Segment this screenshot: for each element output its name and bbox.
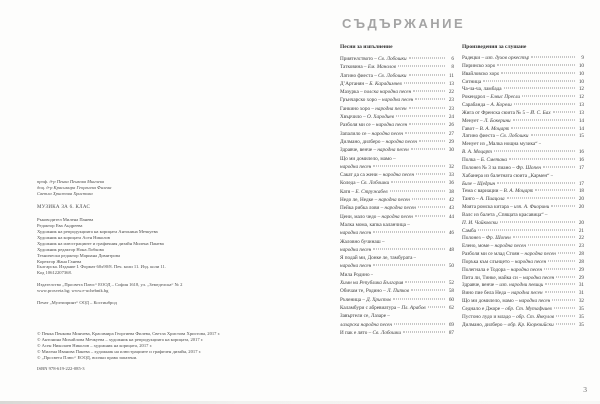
dotted-leader: [504, 88, 575, 89]
toc-page-ref: 33: [448, 172, 454, 179]
toc-page-ref: 28: [578, 258, 584, 265]
toc-page-ref: 12: [578, 94, 584, 101]
toc-entry-title: Пита ли, Тинке, майка си – народна песен: [462, 274, 555, 281]
toc-page-ref: 18: [578, 188, 584, 195]
toc-entry-title: Здравче, венче – народна песен: [340, 147, 409, 154]
dotted-leader: [531, 57, 575, 58]
dotted-leader: [543, 166, 575, 167]
toc-entry-title: Сарабанда – А. Корели: [462, 102, 512, 109]
dotted-leader: [556, 315, 575, 316]
toc-page-ref: 10: [578, 70, 584, 77]
dotted-leader: [556, 323, 575, 324]
imprint-line: Издателство „Просвета Плюс“ ЕООД – София 1618, ул. „Земеделска“ № 2: [37, 282, 183, 287]
authors-block: [37, 179, 317, 197]
toc-entry-line: [462, 86, 584, 94]
toc-page-ref: 20: [578, 204, 584, 211]
toc-entry-title: Поръка към слънцето – народна песен: [462, 258, 547, 265]
toc-entry-title: Коледа – Св. Лобошки: [340, 180, 390, 187]
imprint-line: доц. д-р Красимира Георгиева Филева: [37, 184, 112, 190]
dotted-leader: [398, 66, 445, 67]
toc-page-ref: 32: [578, 298, 584, 305]
imprint-line: © „Просвета Плюс“ ЕООД, всички права запазени.: [37, 355, 138, 361]
toc-entry-title: Дилмано, дилберо – народна песен: [340, 138, 417, 145]
toc-entry-line: [340, 196, 454, 204]
toc-entry-title: Обичам те, Родино – Л. Пипков: [340, 288, 410, 295]
toc-entry-title: Татковина – Ем. Манолов: [340, 64, 396, 71]
imprint-line: Коректор Жана Ганева: [37, 259, 82, 264]
imprint-line: Художник на илюстрациите и графичния дизайн Милена Панева: [37, 241, 164, 246]
toc-page-ref: 23: [578, 243, 584, 250]
copyright-block: [37, 331, 317, 361]
toc-page-ref: 69: [448, 321, 454, 328]
toc-entry-title: Полонез – Фр. Шопен: [462, 235, 511, 242]
toc-page-ref: 29: [578, 266, 584, 273]
dotted-leader: [415, 215, 445, 216]
dotted-leader: [507, 198, 575, 199]
toc-page-ref: 35: [578, 321, 584, 328]
toc-page-ref: 31: [578, 282, 584, 289]
toc-entry-line: [340, 163, 454, 171]
toc-entry-line: [340, 188, 454, 196]
toc-entry-line: [462, 220, 584, 228]
toc-entry-line: [340, 296, 454, 304]
toc-entry-line: [462, 126, 584, 134]
toc-page-ref: 13: [578, 102, 584, 109]
toc-page-ref: 10: [578, 78, 584, 85]
toc-entry-title: Седнало е Джоре – обр. Ст. Мутафчиев: [462, 306, 552, 312]
toc-entry-line: [340, 55, 454, 63]
toc-entry-title: Ръченица – Д. Христов: [340, 296, 392, 303]
toc-entry-line: [462, 314, 584, 322]
toc-entry-title: Тема с вариации – В. А. Моцарт: [462, 188, 534, 195]
edition-block: [37, 264, 317, 276]
dotted-leader: [373, 265, 445, 266]
toc-entry-title: Латино фиеста – Св. Лобошки: [462, 133, 529, 140]
dotted-leader: [500, 221, 575, 222]
toc-entry-title: Бизе – Щедрин: [462, 180, 496, 187]
toc-entry-line: [462, 173, 584, 181]
toc-page-ref: 46: [448, 230, 454, 237]
toc-entry-line: [462, 94, 584, 102]
toc-entry-line: [340, 304, 454, 312]
toc-page-ref: 29: [448, 138, 454, 145]
dotted-leader: [405, 282, 445, 283]
dotted-leader: [501, 72, 575, 73]
toc-entry-line: [340, 179, 454, 187]
toc-entry-title: Малка мома, капка каланчица –: [340, 221, 410, 228]
imprint-line: Технически редактор Мариана Димитрова: [37, 253, 121, 258]
toc-entry-title: Менует из „Малка нощна музика“ –: [462, 141, 542, 148]
dotted-leader: [405, 132, 445, 133]
toc-entry-line: [462, 282, 584, 290]
toc-entry-line: [462, 165, 584, 173]
toc-page-ref: 16: [578, 149, 584, 156]
toc-page-ref: 31: [578, 290, 584, 297]
imprint-line: Художник на репродукцията на корицата Антонина Мечкуева: [37, 229, 158, 234]
toc-page-ref: 36: [448, 180, 454, 187]
toc-page-ref: 60: [448, 296, 454, 303]
toc-column-listening: [462, 43, 584, 330]
dotted-leader: [409, 124, 445, 125]
toc-entry-line: [340, 229, 454, 237]
isbn-line: ISBN 978-619-222-085-3: [37, 366, 85, 371]
toc-section-header-listening: Произведения за слушане: [462, 44, 527, 50]
toc-entry-title: Ча-ча-ча, ламбада: [462, 86, 502, 93]
toc-entry-line: [462, 204, 584, 212]
toc-entry-title: Елено, моме – народна песен: [462, 243, 526, 250]
toc-page-ref: 9: [581, 55, 584, 61]
dotted-leader: [396, 116, 445, 117]
dotted-leader: [428, 306, 445, 307]
toc-entry-line: [340, 254, 454, 262]
toc-page-ref: 35: [578, 306, 584, 312]
toc-entry-line: [340, 238, 454, 246]
dotted-leader: [394, 323, 445, 324]
dotted-leader: [416, 174, 445, 175]
toc-entry-title: Цени, мало чедо – народна песен: [340, 213, 413, 220]
toc-page-ref: 17: [578, 164, 584, 171]
toc-entry-title: Разболя ми се – народна песен: [340, 122, 408, 129]
dotted-leader: [513, 237, 575, 238]
toc-entry-title: Радецки – изп. духов оркестър: [462, 55, 530, 61]
toc-entry-title: Полегнала е Тодора – народна песен: [462, 266, 543, 273]
toc-entry-title: Пиринско хоро: [462, 62, 496, 69]
dotted-leader: [514, 104, 575, 105]
dotted-leader: [545, 292, 575, 293]
toc-page-ref: 52: [448, 280, 454, 287]
toc-entry-line: [462, 55, 584, 63]
imprint-line: Светла Христова Христова: [37, 190, 93, 196]
imprint-line: © Милена Иванова Панева – художник на илюстрациите и графичен дизайн, 2017 г.: [37, 349, 202, 355]
toc-page-ref: 24: [448, 114, 454, 121]
toc-page-ref: 35: [578, 313, 584, 320]
toc-entry-title: Я подай ми, Донке ле, тамбурата –: [340, 255, 417, 262]
toc-entry-line: [340, 105, 454, 113]
toc-entry-title: Хабанера из балетната сюита „Кармен“ –: [462, 172, 554, 179]
publisher-block: [37, 282, 317, 294]
toc-entry-line: [340, 96, 454, 104]
dotted-leader: [390, 190, 445, 191]
toc-entry-line: [340, 321, 454, 329]
dotted-leader: [404, 82, 445, 83]
dotted-leader: [419, 140, 445, 141]
toc-entry-line: [462, 306, 584, 314]
toc-entry-line: [462, 290, 584, 298]
dotted-leader: [411, 149, 445, 150]
toc-entry-line: [462, 79, 584, 87]
toc-page-ref: 20: [578, 196, 584, 203]
toc-entry-title: Жига от Френска сюита № 5 – Й. С. Бах: [462, 109, 551, 116]
dotted-leader: [373, 165, 445, 166]
toc-page-ref: 23: [448, 105, 454, 112]
toc-entry-title: Латино фиеста – Св. Лобошки: [340, 72, 407, 79]
toc-entry-line: [462, 259, 584, 267]
toc-entry-line: [462, 235, 584, 243]
toc-entry-title: Мазурка – полска народна песен: [340, 89, 412, 96]
dotted-leader: [558, 253, 575, 254]
toc-entry-line: [340, 63, 454, 71]
imprint-line: Художник редактор Нона Лобкова: [37, 247, 104, 252]
dotted-leader: [513, 119, 575, 120]
toc-entry-line: [462, 298, 584, 306]
dotted-leader: [409, 107, 445, 108]
dotted-leader: [556, 276, 575, 277]
toc-page-ref: 11: [449, 72, 454, 79]
toc-entry-title: народна песен: [340, 230, 372, 237]
dotted-leader: [409, 58, 445, 59]
toc-entry-line: [462, 275, 584, 283]
dotted-leader: [373, 232, 445, 233]
toc-page-ref: 10: [578, 62, 584, 69]
toc-entry-line: [462, 243, 584, 251]
dotted-leader: [554, 308, 575, 309]
toc-entry-title: Завъртели се, Лазаре –: [340, 313, 390, 320]
toc-entry-line: [340, 138, 454, 146]
toc-page-ref: 62: [448, 304, 454, 311]
toc-entry-title: Мила Родино –: [340, 271, 374, 278]
dotted-leader: [403, 331, 445, 332]
dotted-leader: [411, 290, 445, 291]
toc-entry-line: [340, 121, 454, 129]
toc-entry-line: [340, 329, 454, 337]
dotted-leader: [497, 64, 575, 65]
toc-entry-title: Танго – А. Пиацола: [462, 196, 505, 203]
toc-entry-line: [462, 267, 584, 275]
toc-entry-line: [340, 204, 454, 212]
imprint-line: © Антонина Михайлова Мечкуева – художник на репродукцията на корицата, 2017 г.: [37, 337, 204, 343]
toc-page-ref: 23: [448, 97, 454, 104]
toc-page-ref: 21: [578, 227, 584, 234]
dotted-leader: [544, 268, 575, 269]
toc-entry-title: Хвърчило – О. Хародиев: [340, 114, 394, 121]
toc-entry-title: Моята ромска китара – изп. А. Фиорини: [462, 204, 550, 211]
toc-page-ref: 17: [578, 180, 584, 187]
credits-block: [37, 217, 317, 265]
toc-entry-title: Полонез № 3 за пиано – Фр. Шопен: [462, 164, 541, 171]
toc-page-ref: 6: [451, 56, 454, 62]
toc-entry-line: [462, 228, 584, 236]
imprint-line: проф. д-р Пенка Пенкова Минчева: [37, 179, 105, 184]
toc-page-ref: 44: [448, 213, 454, 220]
imprint-line: © Асен Николаев Николов – художник на корицата, 2017 г.: [37, 343, 153, 349]
toc-page-ref: 15: [578, 133, 584, 140]
toc-entry-title: П. И. Чайковски: [462, 219, 498, 226]
toc-page-ref: 22: [578, 235, 584, 242]
toc-entry-title: Рокендрол – Елвис Пресли: [462, 94, 520, 101]
toc-entry-title: Що ми домилело, мамо – народна песен: [462, 298, 551, 305]
toc-entry-line: [340, 72, 454, 80]
toc-entry-title: Здравче, венче – изп. народни певици: [462, 282, 544, 289]
dotted-leader: [413, 91, 445, 92]
toc-page-ref: 42: [448, 197, 454, 204]
imprint-line: Българска. Издание I. Формат 60х90/8. Печ. коли 11. Изд. коли 11.: [37, 264, 166, 269]
toc-page-ref: 20: [578, 219, 584, 226]
toc-page-ref: 58: [448, 288, 454, 295]
toc-entry-line: [340, 113, 454, 121]
toc-entry-line: [462, 196, 584, 204]
imprint-line: Код 10612207368.: [37, 270, 72, 275]
toc-entry-title: Пейка рибка лови – народна песен: [340, 205, 416, 212]
toc-page-ref: 28: [578, 251, 584, 258]
toc-entry-title: Менует – Л. Бокерини: [462, 117, 511, 124]
toc-page-ref: 50: [448, 263, 454, 270]
dotted-leader: [373, 248, 445, 249]
toc-entry-line: [340, 146, 454, 154]
toc-entry-line: [462, 157, 584, 165]
toc-entry-line: [462, 141, 584, 149]
toc-page-ref: 32: [448, 163, 454, 170]
toc-entry-line: [340, 279, 454, 287]
dotted-leader: [391, 182, 445, 183]
toc-entry-line: [462, 212, 584, 220]
dotted-leader: [418, 207, 445, 208]
toc-entry-line: [462, 251, 584, 259]
dotted-leader: [497, 182, 575, 183]
dotted-leader: [415, 99, 445, 100]
book-title: МУЗИКА ЗА 6. КЛАС: [37, 205, 91, 210]
toc-entry-line: [462, 133, 584, 141]
imprint-line: Художник на корицата Асен Николов: [37, 235, 110, 240]
printer-line: Печат „Мултипринт“ ООД – Костинброд: [37, 300, 117, 305]
toc-page-ref: 14: [578, 117, 584, 124]
toc-entry-title: В. А. Моцарт: [462, 149, 492, 156]
toc-entry-line: [462, 110, 584, 118]
toc-page-ref: 43: [448, 205, 454, 212]
dotted-leader: [494, 151, 575, 152]
toc-section-header-songs: Песни за изпълнение: [340, 44, 393, 50]
toc-entry-line: [340, 80, 454, 88]
toc-entry-title: Химн на Република България: [340, 280, 404, 287]
toc-entry-title: народна песен: [340, 263, 372, 270]
toc-entry-title: народна песен: [340, 246, 372, 253]
toc-entry-title: народна песен: [340, 163, 372, 170]
toc-entry-line: [340, 246, 454, 254]
toc-entry-line: [340, 130, 454, 138]
toc-entry-title: Полка – Б. Сметана: [462, 156, 508, 163]
toc-title: СЪДЪРЖАНИЕ: [342, 16, 466, 31]
toc-entry-title: Каламбури с абревиатура – Пл. Арабов: [340, 304, 426, 311]
page-number: 3: [583, 385, 587, 394]
dotted-leader: [393, 298, 445, 299]
toc-entry-line: [340, 171, 454, 179]
toc-page-ref: 14: [578, 125, 584, 132]
dotted-leader: [535, 190, 575, 191]
toc-entry-title: Пустоно лудо и младо – обр. Ст. Янкулов: [462, 313, 555, 320]
toc-entry-title: Вино пие бела Неда – народна песен: [462, 290, 543, 297]
toc-entry-title: Приятелството – Св. Лобошки: [340, 56, 407, 62]
toc-page-ref: 87: [448, 329, 454, 336]
imprint-line: © Пенка Пенкова Минчева, Красимира Георгиева Филева, Светла Христова Христова, 2017 г.: [37, 331, 221, 336]
toc-entry-line: [462, 149, 584, 157]
toc-entry-title: Грънчарско хоро – народна песен: [340, 97, 414, 104]
toc-entry-line: [462, 63, 584, 71]
dotted-leader: [545, 284, 575, 285]
toc-page-ref: 48: [448, 246, 454, 253]
toc-entry-title: лазарска народна песен: [340, 321, 392, 328]
toc-entry-title: Що ми домилело, мамо –: [340, 155, 396, 162]
toc-page-ref: 27: [448, 130, 454, 137]
toc-entry-title: Дилмано, дилберо – обр. Кр. Кюркчийски: [462, 321, 554, 328]
toc-page-ref: 30: [448, 147, 454, 154]
dotted-leader: [552, 300, 575, 301]
dotted-leader: [528, 245, 575, 246]
toc-entry-line: [462, 188, 584, 196]
toc-entry-line: [340, 155, 454, 163]
toc-entry-line: [340, 88, 454, 96]
toc-page-ref: 8: [451, 64, 454, 71]
toc-entry-title: Д’Артанян – Б. Карадимчев: [340, 80, 402, 87]
toc-entry-title: Самба: [462, 227, 476, 234]
toc-page-ref: 13: [448, 80, 454, 87]
toc-entry-title: Жаловно бучинаш –: [340, 238, 385, 245]
dotted-leader: [531, 135, 575, 136]
dotted-leader: [483, 80, 575, 81]
toc-entry-title: Недо ле, Недке – народна песен: [340, 197, 410, 204]
toc-entry-line: [462, 71, 584, 79]
imprint-line: Ръководител Милена Панева: [37, 217, 94, 222]
toc-entry-line: [340, 221, 454, 229]
toc-entry-title: Ситница: [462, 78, 482, 85]
toc-entry-title: И пак е лято – Св. Лобошки: [340, 329, 401, 336]
toc-page-ref: 13: [578, 109, 584, 116]
toc-entry-title: Ганкино хоро – народна песен: [340, 105, 407, 112]
toc-page-ref: 22: [448, 89, 454, 96]
dotted-leader: [553, 111, 575, 112]
dotted-leader: [509, 158, 575, 159]
toc-entry-title: Запалило се – народна песен: [340, 130, 403, 137]
dotted-leader: [551, 206, 575, 207]
toc-entry-title: Катя – Е. Стружабев: [340, 188, 388, 195]
toc-entry-line: [462, 181, 584, 189]
toc-entry-title: Гавот – В. А. Моцарт: [462, 125, 510, 132]
toc-page-ref: 38: [448, 188, 454, 195]
toc-entry-title: Ивайловско хоро: [462, 70, 500, 77]
dotted-leader: [548, 260, 575, 261]
toc-entry-line: [340, 287, 454, 295]
dotted-leader: [409, 74, 445, 75]
toc-page-ref: 12: [578, 86, 584, 93]
toc-page-ref: 29: [578, 274, 584, 281]
toc-page-ref: 16: [578, 156, 584, 163]
toc-page-ref: 26: [448, 122, 454, 129]
dotted-leader: [478, 229, 575, 230]
toc-entry-line: [340, 271, 454, 279]
toc-entry-line: [462, 102, 584, 110]
toc-entry-line: [462, 322, 584, 330]
toc-entry-line: [340, 262, 454, 270]
toc-entry-title: Разболя ми се млад Стоян – народна песен: [462, 251, 556, 258]
toc-entry-line: [340, 213, 454, 221]
imprint-line: Редактор Ева Андреева: [37, 223, 83, 228]
dotted-leader: [511, 127, 575, 128]
dotted-leader: [522, 96, 575, 97]
toc-column-songs: [340, 43, 454, 337]
toc-entry-line: [340, 312, 454, 320]
imprint-line: www.prosveta.bg; www.e-uchebnik.bg: [37, 288, 109, 293]
toc-entry-line: [462, 118, 584, 126]
toc-entry-title: Валс из балета „Спящата красавица“ –: [462, 211, 548, 218]
dotted-leader: [412, 199, 445, 200]
toc-entry-title: Сакат да са жени – народна песен: [340, 172, 415, 179]
